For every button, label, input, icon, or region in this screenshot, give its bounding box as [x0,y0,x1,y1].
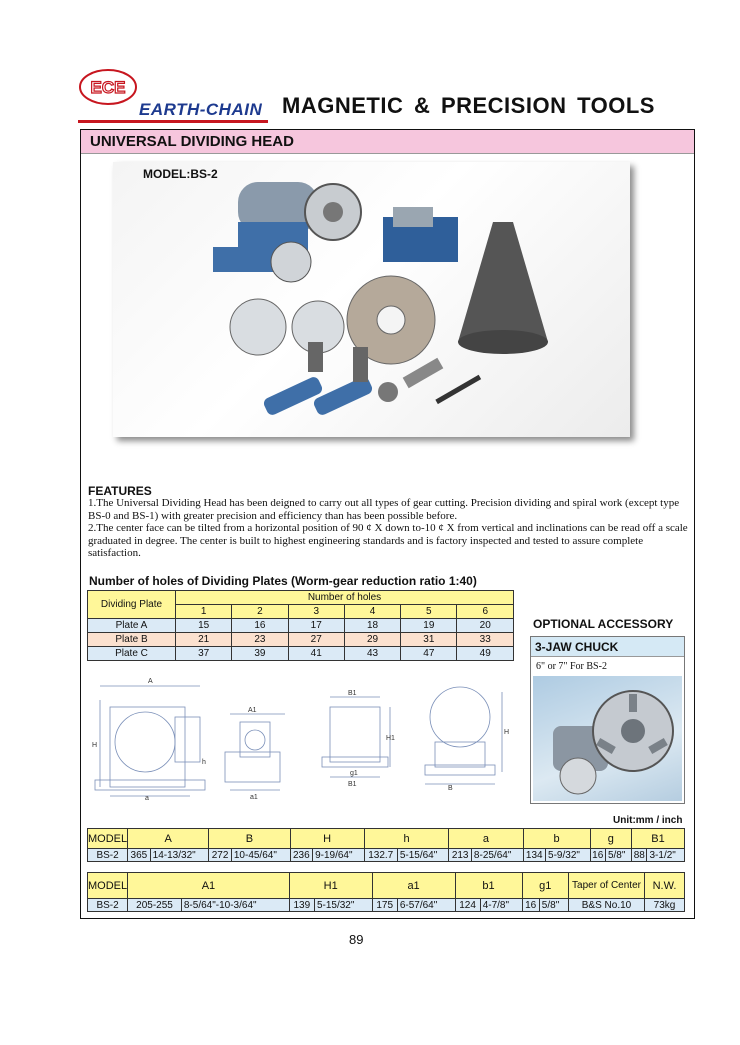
spec-header: B1 [632,829,685,849]
spec-header: g [590,829,632,849]
chuck-title: 3-JAW CHUCK [535,640,619,654]
page-headline: MAGNETIC & PRECISION TOOLS [282,93,655,118]
spec-cell: 124 [455,899,480,912]
brand-name: EARTH-CHAIN [139,100,263,119]
plate-value: 37 [176,647,232,661]
plate-value: 27 [288,633,344,647]
spec-cell: 5-15/64" [397,849,449,862]
spec-cell: 8-5/64"-10-3/64" [181,899,289,912]
plates-col: 5 [401,605,457,619]
spec-header: b1 [455,873,522,899]
plates-col: 4 [344,605,400,619]
plate-value: 23 [232,633,288,647]
spec-header: N.W. [645,873,685,899]
chuck-photo [533,676,682,801]
spec-cell: 4-7/8" [480,899,522,912]
spec-cell: 5-9/32" [546,849,590,862]
plate-value: 21 [176,633,232,647]
spec-header: MODEL [88,829,128,849]
plate-value: 19 [401,619,457,633]
spec-cell: 88 [632,849,647,862]
spec-header: b [523,829,590,849]
table-row [88,899,685,912]
product-photo [113,162,630,437]
spec-cell: 139 [289,899,314,912]
spec-model: BS-2 [88,849,128,862]
plate-value: 20 [457,619,514,633]
plate-value: 29 [344,633,400,647]
spec-header: H [290,829,364,849]
model-label: MODEL:BS-2 [143,167,218,181]
plates-table-title: Number of holes of Dividing Plates (Worm-gear reduction ratio 1:40) [89,574,477,588]
plate-value: 41 [288,647,344,661]
dimension-drawings [90,672,520,802]
dim-label-b1-top: B1 [348,690,357,697]
plates-group-header: Number of holes [176,591,514,605]
logo-letters: ECE [90,78,126,97]
spec-header: B [209,829,290,849]
optional-accessory-title: OPTIONAL ACCESSORY [533,617,674,631]
dim-label-g1: g1 [350,770,358,777]
plate-value: 18 [344,619,400,633]
dim-label-h: H [92,742,98,749]
spec-cell: 6-57/64" [397,899,455,912]
spec-header: MODEL [88,873,128,899]
plates-row-header: Dividing Plate [88,591,176,619]
table-row [88,619,514,633]
plate-value: 31 [401,633,457,647]
spec-cell: 3-1/2" [647,849,685,862]
unit-label: Unit:mm / inch [613,815,683,826]
plates-col: 6 [457,605,514,619]
dim-label-b: B [448,785,453,792]
dim-label-h-small: h [202,759,206,766]
spec-cell: 5/8" [539,899,568,912]
plate-value: 16 [232,619,288,633]
spec-header: g1 [522,873,568,899]
plates-col: 3 [288,605,344,619]
spec-cell: 5/8" [605,849,631,862]
spec-model: BS-2 [88,899,128,912]
plates-col: 1 [176,605,232,619]
page-number: 89 [349,932,364,947]
spec-cell: 14-13/32" [150,849,209,862]
spec-cell: 236 [290,849,313,862]
spec-cell: 134 [523,849,546,862]
dim-label-b1-bottom: B1 [348,781,357,788]
ece-logo [78,68,138,106]
plates-table [87,590,514,661]
spec-cell: 205-255 [128,899,182,912]
plates-col: 2 [232,605,288,619]
spec-header: H1 [289,873,372,899]
spec-cell: 175 [372,899,397,912]
spec-cell: 213 [449,849,472,862]
spec-table-1 [87,828,685,862]
spec-header: a1 [372,873,455,899]
product-illustration [113,162,630,437]
spec-cell: 132.7 [364,849,397,862]
plate-value: 43 [344,647,400,661]
plate-label: Plate A [88,619,176,633]
spec-header: a [449,829,523,849]
dim-label-h-right: H [504,729,510,736]
spec-cell: 10-45/64" [231,849,290,862]
chuck-illustration [533,676,682,801]
spec-cell: 8-25/64" [471,849,523,862]
dim-label-a1-bottom: a1 [250,794,258,801]
spec-header: Taper of Center [569,873,645,899]
spec-cell: 272 [209,849,232,862]
plate-value: 47 [401,647,457,661]
spec-cell: 9-19/64" [313,849,365,862]
spec-cell: 16 [590,849,605,862]
dim-label-h1: H1 [386,735,395,742]
spec-header: A1 [128,873,290,899]
table-row [88,633,514,647]
spec-cell: B&S No.10 [569,899,645,912]
section-title: UNIVERSAL DIVIDING HEAD [90,133,294,150]
table-row [88,849,685,862]
plate-label: Plate C [88,647,176,661]
brand-underline [78,120,268,123]
chuck-note: 6" or 7" For BS-2 [536,661,607,672]
plate-value: 39 [232,647,288,661]
plate-label: Plate B [88,633,176,647]
table-row [88,647,514,661]
plate-value: 49 [457,647,514,661]
spec-table-2 [87,872,685,912]
spec-cell: 5-15/32" [314,899,372,912]
plate-value: 15 [176,619,232,633]
dim-label-a-bottom: a [145,795,149,802]
spec-header: h [364,829,449,849]
dim-label-a-top: A [148,678,153,685]
spec-header: A [128,829,209,849]
plate-value: 17 [288,619,344,633]
dim-label-a1-top: A1 [248,707,257,714]
spec-cell: 73kg [645,899,685,912]
spec-cell: 365 [128,849,151,862]
feature-item-2: 2.The center face can be tilted from a horizontal position of 90 ¢ X down to-10 ¢ X from vertical and inclinations can be read off a scale graduated in degree. The center is built to highest engineering standards and is factory inspected and tested to assure complete satisfaction. [88,522,688,559]
spec-cell: 16 [522,899,539,912]
plate-value: 33 [457,633,514,647]
feature-item-1: 1.The Universal Dividing Head has been deigned to carry out all types of gear cutting. Precision dividing and spiral work (except type BS-0 and BS-1) with greater precision and efficiency than has been possible before. [88,497,680,522]
features-title: FEATURES [88,484,152,498]
